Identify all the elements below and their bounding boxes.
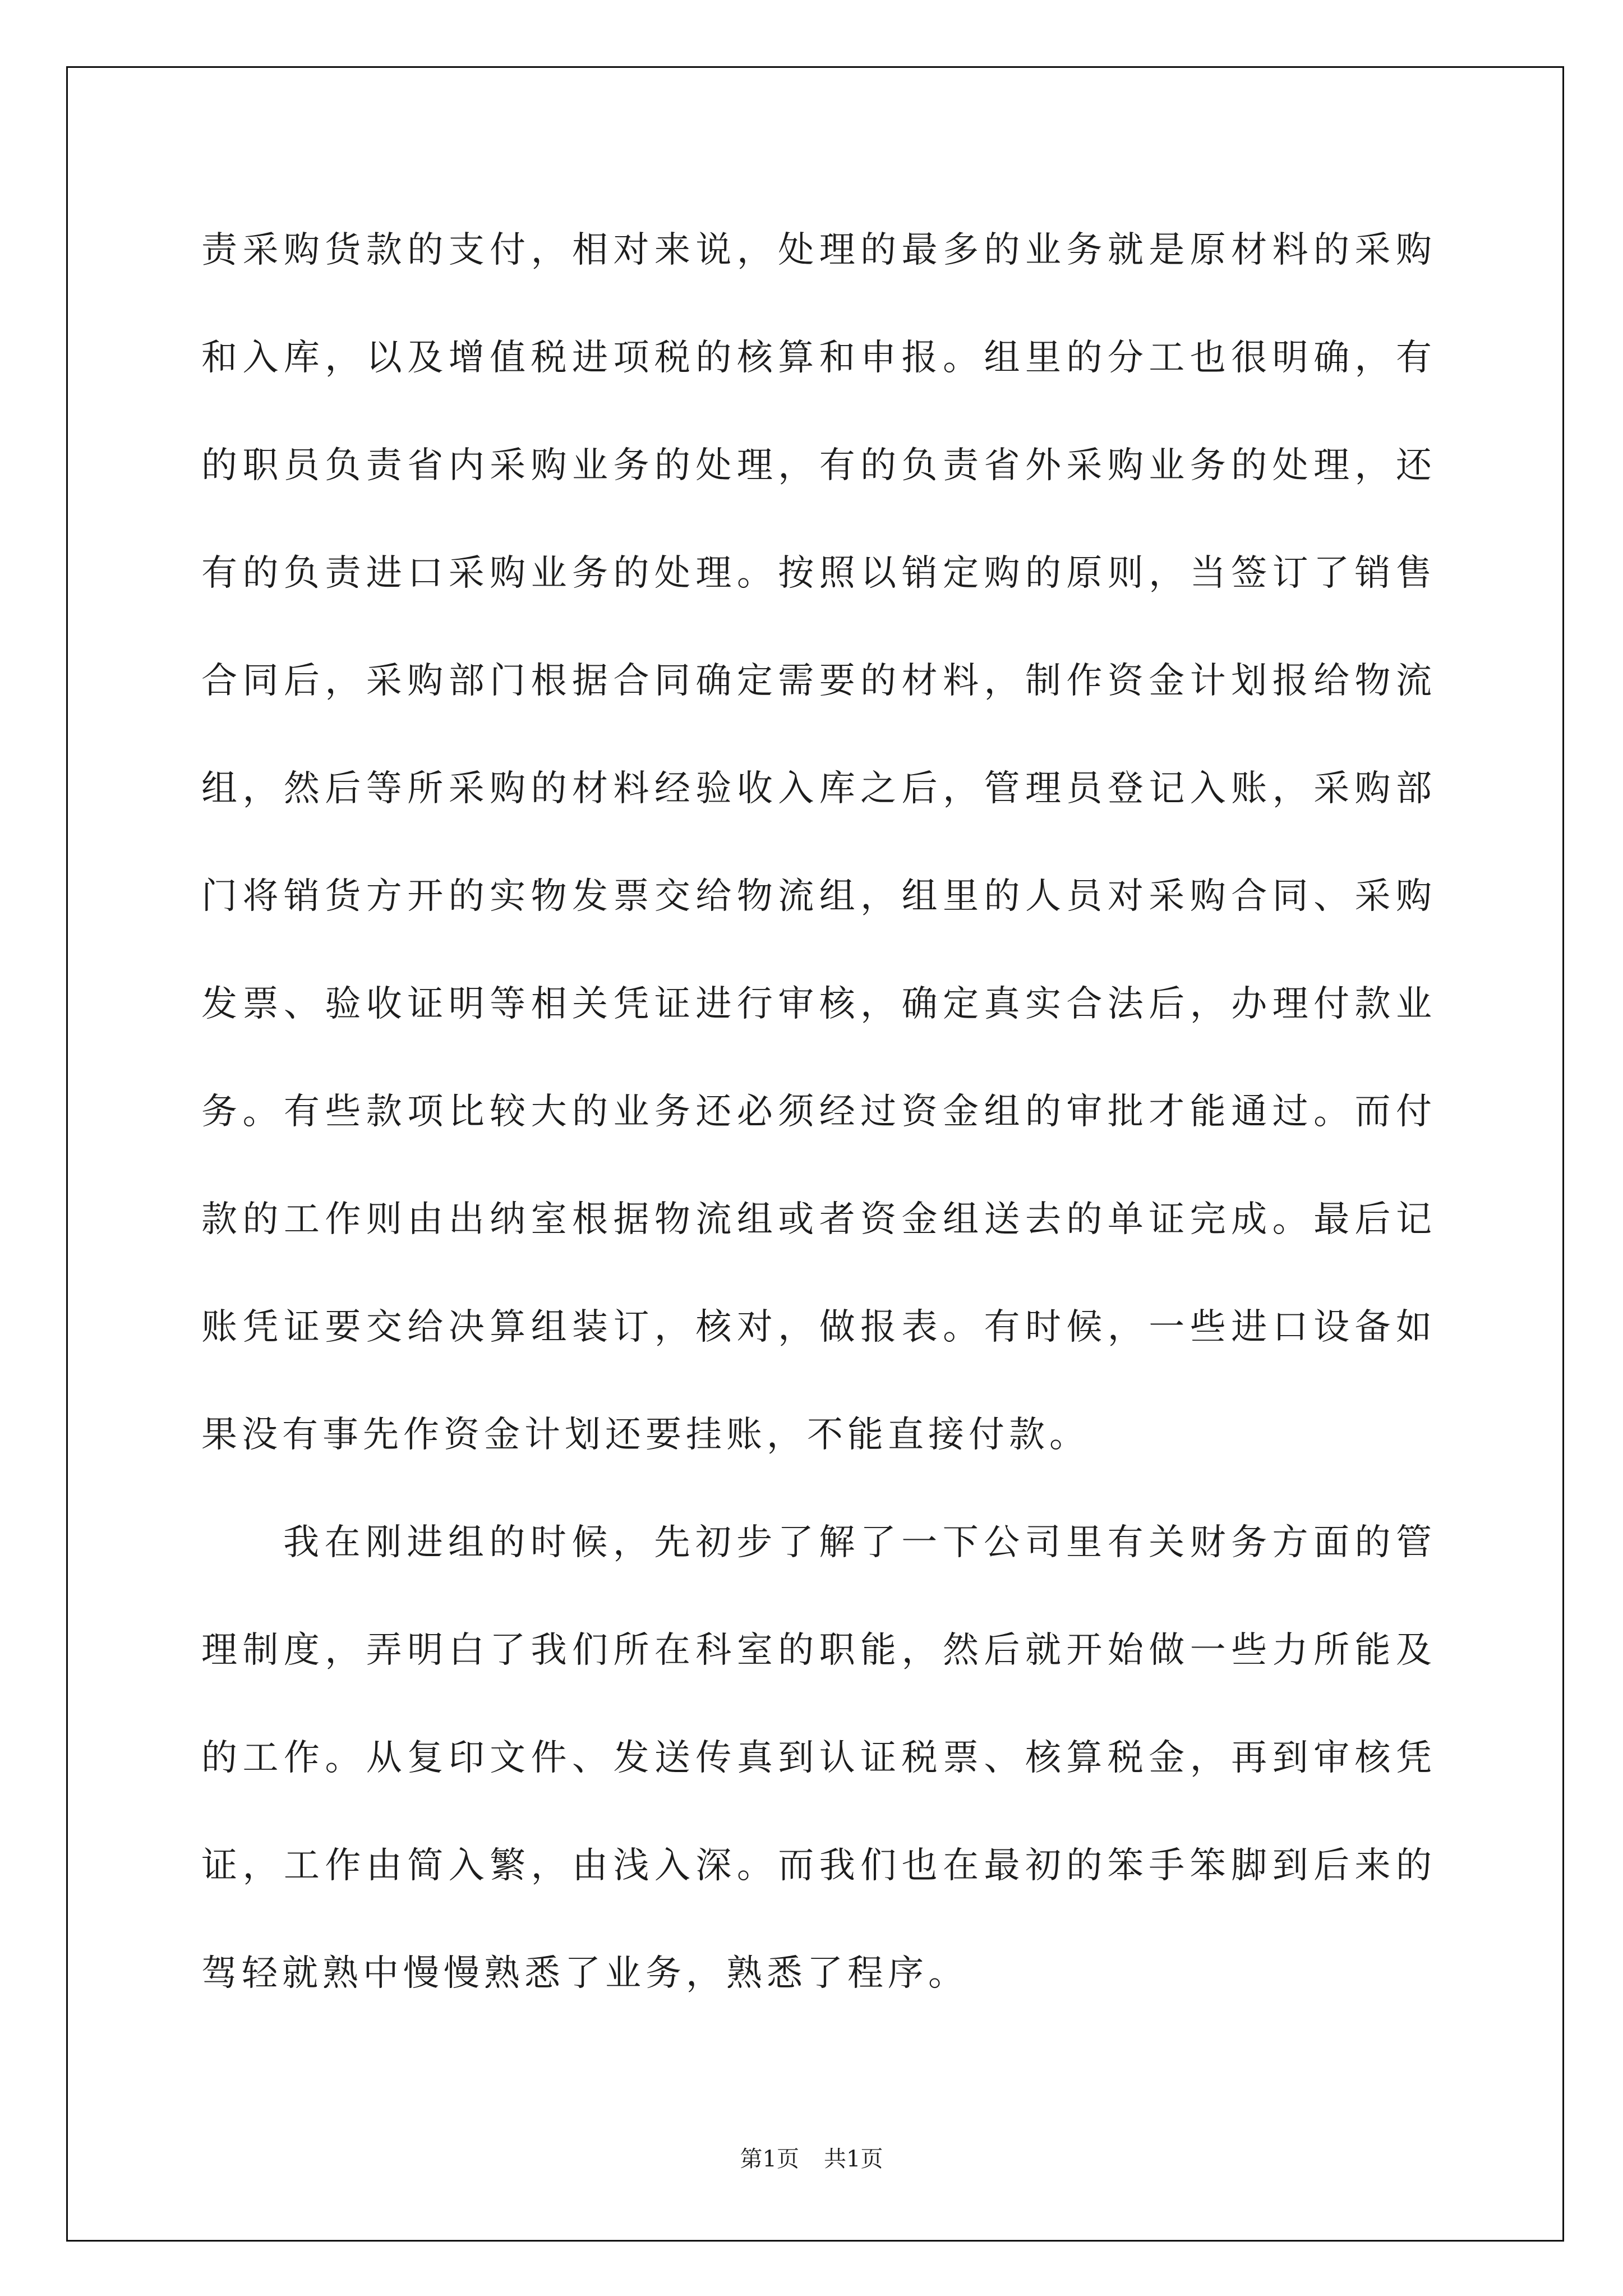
text-line: 和入库，以及增值税进项税的核算和申报。组里的分工也很明确，有	[201, 337, 1432, 379]
document-body	[201, 196, 1432, 2027]
text-line: 果没有事先作资金计划还要挂账，不能直接付款。	[201, 1414, 1090, 1456]
text-line: 组，然后等所采购的材料经验收入库之后，管理员登记入账，采购部	[201, 768, 1432, 809]
text-line: 有的负责进口采购业务的处理。按照以销定购的原则，当签订了销售	[201, 553, 1432, 594]
text-line: 我在刚进组的时候，先初步了解了一下公司里有关财务方面的管	[283, 1522, 1432, 1563]
text-line: 责采购货款的支付，相对来说，处理的最多的业务就是原材料的采购	[201, 229, 1432, 271]
page-footer	[0, 2142, 1623, 2176]
text-line: 驾轻就熟中慢慢熟悉了业务，熟悉了程序。	[201, 1953, 969, 1994]
paragraph	[201, 1489, 1432, 2027]
text-line: 的工作。从复印文件、发送传真到认证税票、核算税金，再到审核凭	[201, 1737, 1432, 1779]
text-line: 账凭证要交给决算组装订，核对，做报表。有时候，一些进口设备如	[201, 1306, 1432, 1348]
text-line: 款的工作则由出纳室根据物流组或者资金组送去的单证完成。最后记	[201, 1199, 1432, 1240]
text-line: 发票、验收证明等相关凭证进行审核，确定真实合法后，办理付款业	[201, 983, 1432, 1025]
text-line: 合同后，采购部门根据合同确定需要的材料，制作资金计划报给物流	[201, 660, 1432, 702]
text-line: 证，工作由简入繁，由浅入深。而我们也在最初的笨手笨脚到后来的	[201, 1845, 1432, 1887]
text-line: 务。有些款项比较大的业务还必须经过资金组的审批才能通过。而付	[201, 1091, 1432, 1133]
text-line: 门将销货方开的实物发票交给物流组，组里的人员对采购合同、采购	[201, 876, 1432, 917]
paragraph	[201, 196, 1432, 1489]
page-total: 共1页	[824, 2146, 883, 2172]
page-number: 第1页	[740, 2146, 799, 2172]
text-line: 的职员负责省内采购业务的处理，有的负责省外采购业务的处理，还	[201, 445, 1432, 486]
text-line: 理制度，弄明白了我们所在科室的职能，然后就开始做一些力所能及	[201, 1630, 1432, 1671]
